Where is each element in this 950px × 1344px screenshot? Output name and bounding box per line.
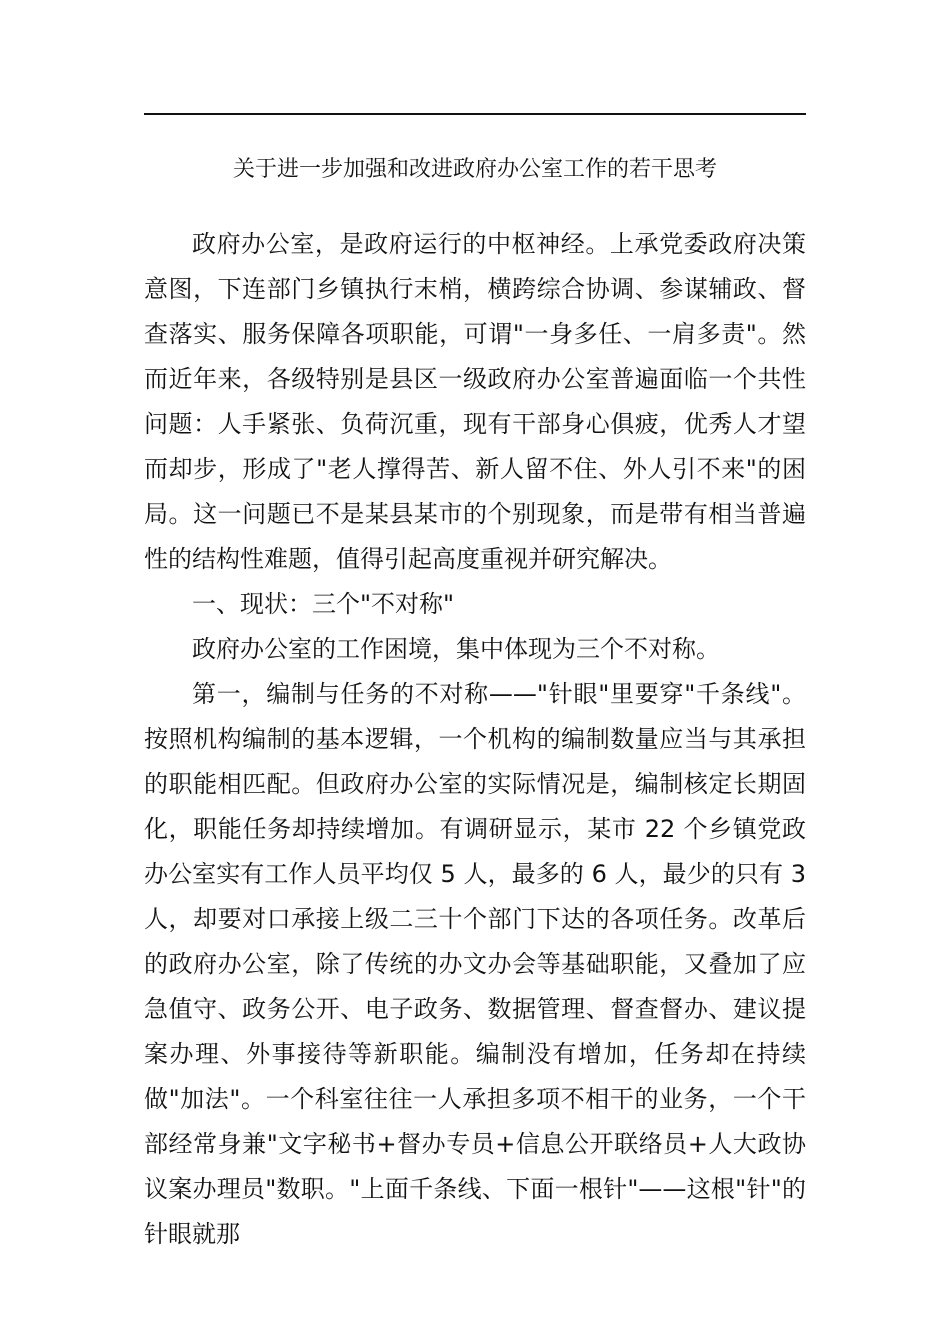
header-rule (144, 113, 806, 115)
point-one-paragraph: 第一，编制与任务的不对称——"针眼"里要穿"千条线"。按照机构编制的基本逻辑，一个机构的编制数量应当与其承担的职能相匹配。但政府办公室的实际情况是，编制核定长期固化，职能任务却持续增加。有调研显示，某市 22 个乡镇党政办公室实有工作人员平均仅 5 人，最多的 6 人，最少的只有 3 人，却要对口承接上级二三十个部门下达的各项任务。改革后的政府办公室，除了传统的办文办会等基础职能，又叠加了应急值守、政务公开、电子政务、数据管理、督查督办、建议提案办理、外事接待等新职能。编制没有增加，任务却在持续做"加法"。一个科室往往一人承担多项不相干的业务，一个干部经常身兼"文字秘书+督办专员+信息公开联络员+人大政协议案办理员"数职。"上面千条线、下面一根针"——这根"针"的针眼就那 (144, 680, 806, 1248)
section-heading-1: 一、现状：三个"不对称" (192, 590, 455, 618)
document-body (144, 222, 806, 1257)
intro-paragraph: 政府办公室，是政府运行的中枢神经。上承党委政府决策意图，下连部门乡镇执行末梢，横跨综合协调、参谋辅政、督查落实、服务保障各项职能，可谓"一身多任、一肩多责"。然而近年来，各级特别是县区一级政府办公室普遍面临一个共性问题：人手紧张、负荷沉重，现有干部身心俱疲，优秀人才望而却步，形成了"老人撑得苦、新人留不住、外人引不来"的困局。这一问题已不是某县某市的个别现象，而是带有相当普遍性的结构性难题，值得引起高度重视并研究解决。 (144, 230, 806, 573)
section-summary-paragraph: 政府办公室的工作困境，集中体现为三个不对称。 (192, 635, 720, 663)
document-title: 关于进一步加强和改进政府办公室工作的若干思考 (232, 157, 717, 182)
